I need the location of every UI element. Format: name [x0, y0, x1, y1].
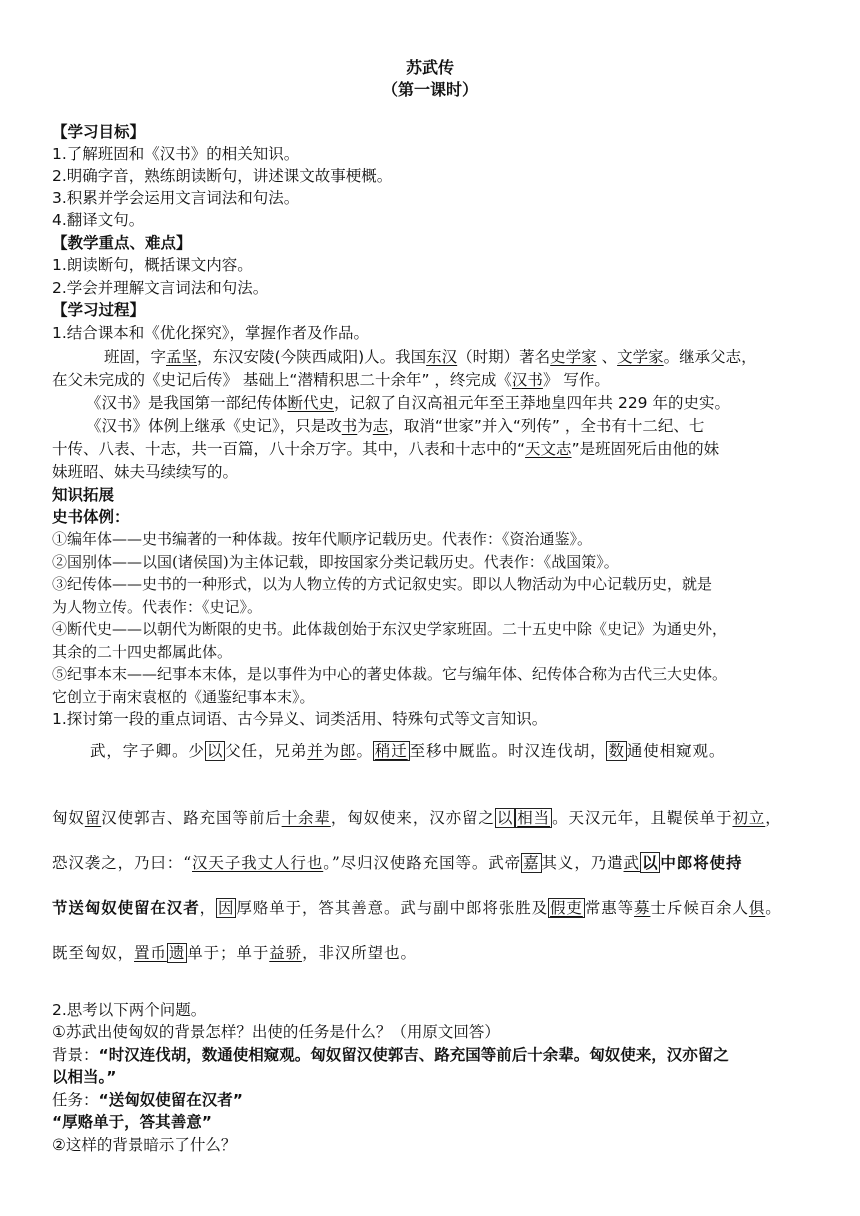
underlined-term: 东汉 — [426, 348, 458, 366]
underlined-word: 并 — [307, 742, 324, 760]
underlined-term: 天文志 — [525, 440, 572, 458]
type-line: ③纪传体——史书的一种形式，以为人物立传的方式记叙史实。即以人物活动为中心记载历史，就是 — [52, 575, 713, 593]
underlined-word: 益骄 — [269, 944, 303, 962]
work-paragraph-line: 妹班昭、妹夫马续续写的。 — [52, 463, 239, 481]
classical-text-line: 恐汉袭之，乃曰：“汉天子我丈人行也。”尽归汉使路充国等。武帝 嘉 其义，乃遣武 以 中郎将使持 — [52, 853, 743, 872]
underlined-word: 十余辈 — [281, 809, 331, 827]
classical-text-line: 匈奴留汉使郭吉、路充国等前后十余辈，匈奴使来，汉亦留之 以 相当 。天汉元年，且鞮侯单于初立， — [52, 809, 782, 827]
underlined-word: 武 — [623, 854, 640, 872]
underlined-term: 文学家 — [617, 348, 664, 366]
underlined-word: 郎 — [340, 742, 357, 760]
underlined-word: 募 — [634, 899, 651, 917]
type-line: ⑤纪事本末——纪事本末体，是以事件为中心的著史体裁。它与编年体、纪传体合称为古代三大史体。 — [52, 665, 728, 683]
goal-item: 3.积累并学会运用文言词法和句法。 — [52, 189, 300, 207]
answer-text: 以相当。” — [52, 1068, 117, 1086]
work-paragraph-line: 《汉书》体例上继承《史记》，只是改书为志，取消“世家”并入“列传” ，全书有十二纪、七 — [86, 417, 705, 435]
boxed-word: 遗 — [168, 944, 186, 962]
goal-item: 2.明确字音，熟练朗读断句，讲述课文故事梗概。 — [52, 167, 393, 185]
goals-heading: 【学习目标】 — [52, 123, 146, 141]
type-line: ④断代史——以朝代为断限的史书。此体裁创始于东汉史学家班固。二十五史中除《史记》为通史外， — [52, 620, 728, 638]
type-line: ①编年体——史书编著的一种体裁。按年代顺序记载历史。代表作：《资治通鉴》。 — [52, 530, 593, 548]
boxed-word: 以 — [206, 742, 224, 760]
author-paragraph-line: 在父未完成的《史记后传》 基础上“潜精积思二十余年” ，终完成《汉书》 写作。 — [52, 371, 610, 389]
answer-text: “厚赂单于，答其善意” — [52, 1113, 212, 1131]
underlined-term: 史学家 — [550, 348, 597, 366]
types-heading: 史书体例： — [52, 508, 130, 526]
boxed-word: 以 — [641, 853, 659, 872]
underlined-word: 汉天子我丈人行也 — [192, 854, 324, 872]
boxed-word: 数 — [608, 742, 625, 760]
boxed-word: 因 — [218, 899, 235, 917]
answer-label: 背景： — [52, 1046, 99, 1064]
work-paragraph-line: 十传、八表、十志，共一百篇，八十余万字。其中，八表和十志中的“天文志”是班固死后由他的妹 — [52, 440, 720, 458]
goal-item: 1.了解班固和《汉书》的相关知识。 — [52, 145, 300, 163]
classical-text-line: 节送匈奴使留在汉者， 因 厚赂单于，答其善意。武与副中郎将张胜及 假吏 常惠等募士斥候百余人俱。 — [52, 898, 782, 917]
process-step: 1.探讨第一段的重点词语、古今异义、词类活用、特殊句式等文言知识。 — [52, 710, 548, 728]
answer-line — [52, 1044, 729, 1066]
extension-heading: 知识拓展 — [52, 486, 115, 504]
classical-text-line: 既至匈奴，置币 遗 单于；单于益骄，非汉所望也。 — [52, 944, 417, 962]
underlined-term: 志 — [372, 417, 389, 435]
focus-item: 2.学会并理解文言词法和句法。 — [52, 279, 269, 297]
boxed-word: 嘉 — [523, 854, 540, 872]
work-paragraph-line: 《汉书》是我国第一部纪传体断代史，记叙了自汉高祖元年至王莽地皇四年共 229 年的史实。 — [86, 394, 730, 412]
underlined-word: 俱 — [748, 899, 766, 917]
answer-label: 任务： — [52, 1091, 99, 1109]
underlined-term: 书 — [341, 417, 358, 435]
type-line: 为人物立传。代表作：《史记》。 — [52, 598, 263, 616]
questions-heading: 2.思考以下两个问题。 — [52, 1001, 207, 1019]
goal-item: 4.翻译文句。 — [52, 211, 145, 229]
type-line: 其余的二十四史都属此体。 — [52, 643, 233, 661]
page-subtitle: （第一课时） — [381, 80, 478, 99]
underlined-term: 孟坚 — [166, 348, 198, 366]
author-paragraph-line: 班固，字孟坚，东汉安陵(今陕西咸阳)人。我国东汉（时期）著名史学家 、文学家。继承父志， — [104, 348, 757, 366]
answer-line — [52, 1089, 243, 1111]
question-item: ②这样的背景暗示了什么？ — [52, 1136, 237, 1154]
focus-item: 1.朗读断句，概括课文内容。 — [52, 256, 253, 274]
boxed-word: 以 — [496, 809, 514, 827]
type-line: ②国别体——以国(诸侯国)为主体记载，即按国家分类记载历史。代表作：《战国策》。 — [52, 553, 619, 571]
boxed-word: 稍迁 — [374, 742, 408, 760]
underlined-word: 置币 — [134, 944, 167, 962]
focus-heading: 【教学重点、难点】 — [52, 234, 192, 252]
process-heading: 【学习过程】 — [52, 301, 146, 319]
underlined-term: 断代史 — [287, 394, 335, 412]
question-item: ①苏武出使匈奴的背景怎样？出使的任务是什么？（用原文回答） — [52, 1023, 500, 1041]
underlined-word: 初立 — [732, 809, 766, 827]
answer-text: “送匈奴使留在汉者” — [98, 1091, 243, 1109]
underlined-word: 留 — [84, 809, 102, 827]
answer-text: “时汉连伐胡，数通使相窥观。匈奴留汉使郭吉、路充国等前后十余辈。匈奴使来，汉亦留之 — [98, 1046, 729, 1064]
classical-text-line: 武，字子卿。少 以 父任，兄弟并为郎。 稍迁 至移中厩监。时汉连伐胡， 数 通使相窥观。 — [90, 742, 726, 760]
boxed-word: 假吏 — [550, 899, 583, 917]
underlined-term: 汉书 — [511, 371, 543, 389]
page-title: 苏武传 — [405, 58, 454, 77]
type-line: 它创立于南宋袁枢的《通鉴纪事本末》。 — [52, 688, 315, 706]
process-step: 1.结合课本和《优化探究》，掌握作者及作品。 — [52, 324, 370, 342]
boxed-word: 相当 — [517, 809, 551, 827]
